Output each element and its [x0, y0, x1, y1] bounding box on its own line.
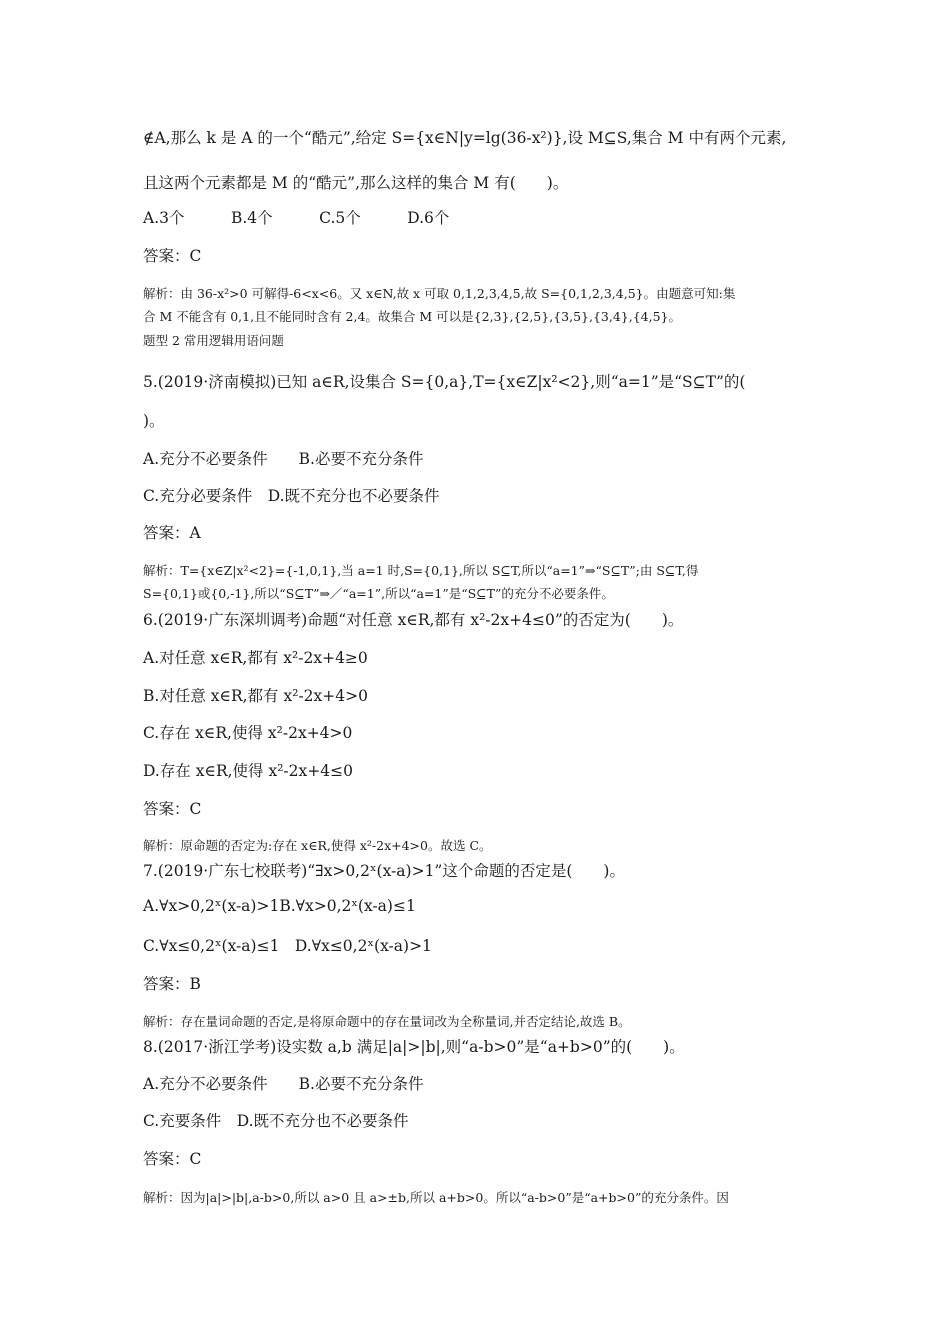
question-line: )。	[143, 412, 165, 430]
answer-line: 答案：B	[143, 975, 201, 993]
answer-line: 答案：C	[143, 800, 202, 818]
options-line: A.充分不必要条件 B.必要不充分条件	[143, 1075, 424, 1093]
answer-line: 答案：C	[143, 247, 202, 265]
options-line: C.充分必要条件 D.既不充分也不必要条件	[143, 487, 440, 505]
options-line: A.充分不必要条件 B.必要不充分条件	[143, 450, 424, 468]
explanation-line: 解析：原命题的否定为:存在 x∈R,使得 x²-2x+4>0。故选 C。	[143, 838, 492, 853]
options-line: C.存在 x∈R,使得 x²-2x+4>0	[143, 724, 353, 742]
explanation-line: 合 M 不能含有 0,1,且不能同时含有 2,4。故集合 M 可以是{2,3},{2,5},{3,5},{3,4},{4,5}。	[143, 309, 681, 324]
options-line: C.充要条件 D.既不充分也不必要条件	[143, 1112, 409, 1130]
options-line: A.3个 B.4个 C.5个 D.6个	[143, 209, 450, 227]
question-line: 8.(2017·浙江学考)设实数 a,b 满足|a|>|b|,则“a-b>0”是“a+b>0”的( )。	[143, 1038, 685, 1056]
explanation-line: S={0,1}或{0,-1},所以“S⊆T”⇒／“a=1”,所以“a=1”是“S⊆T”的充分不必要条件。	[143, 586, 614, 601]
options-line: A.对任意 x∈R,都有 x²-2x+4≥0	[143, 649, 368, 667]
section-heading: 题型 2 常用逻辑用语问题	[143, 333, 284, 348]
explanation-line: 解析：由 36-x²>0 可解得-6<x<6。又 x∈N,故 x 可取 0,1,2,3,4,5,故 S={0,1,2,3,4,5}。由题意可知:集	[143, 286, 736, 301]
options-line: C.∀x≤0,2ˣ(x-a)≤1 D.∀x≤0,2ˣ(x-a)>1	[143, 937, 432, 955]
options-line: A.∀x>0,2ˣ(x-a)>1B.∀x>0,2ˣ(x-a)≤1	[143, 897, 416, 915]
options-line: D.存在 x∈R,使得 x²-2x+4≤0	[143, 762, 353, 780]
question-line: 6.(2019·广东深圳调考)命题“对任意 x∈R,都有 x²-2x+4≤0”的否定为( )。	[143, 611, 684, 629]
question-line: 5.(2019·济南模拟)已知 a∈R,设集合 S={0,a},T={x∈Z|x²<2},则“a=1”是“S⊆T”的(	[143, 373, 746, 391]
explanation-line: 解析：存在量词命题的否定,是将原命题中的存在量词改为全称量词,并否定结论,故选 B。	[143, 1014, 631, 1029]
text-line: 且这两个元素都是 M 的“酷元”,那么这样的集合 M 有( )。	[143, 174, 569, 192]
explanation-line: 解析：T={x∈Z|x²<2}={-1,0,1},当 a=1 时,S={0,1},所以 S⊆T,所以“a=1”⇒“S⊆T”;由 S⊆T,得	[143, 563, 699, 578]
question-line: 7.(2019·广东七校联考)“∃x>0,2ˣ(x-a)>1”这个命题的否定是( )。	[143, 862, 625, 880]
text-line: ∉A,那么 k 是 A 的一个“酷元”,给定 S={x∈N|y=lg(36-x²)},设 M⊆S,集合 M 中有两个元素,	[143, 129, 787, 147]
answer-line: 答案：C	[143, 1150, 202, 1168]
explanation-line: 解析：因为|a|>|b|,a-b>0,所以 a>0 且 a>±b,所以 a+b>0。所以“a-b>0”是“a+b>0”的充分条件。因	[143, 1190, 729, 1205]
answer-line: 答案：A	[143, 524, 201, 542]
options-line: B.对任意 x∈R,都有 x²-2x+4>0	[143, 687, 368, 705]
